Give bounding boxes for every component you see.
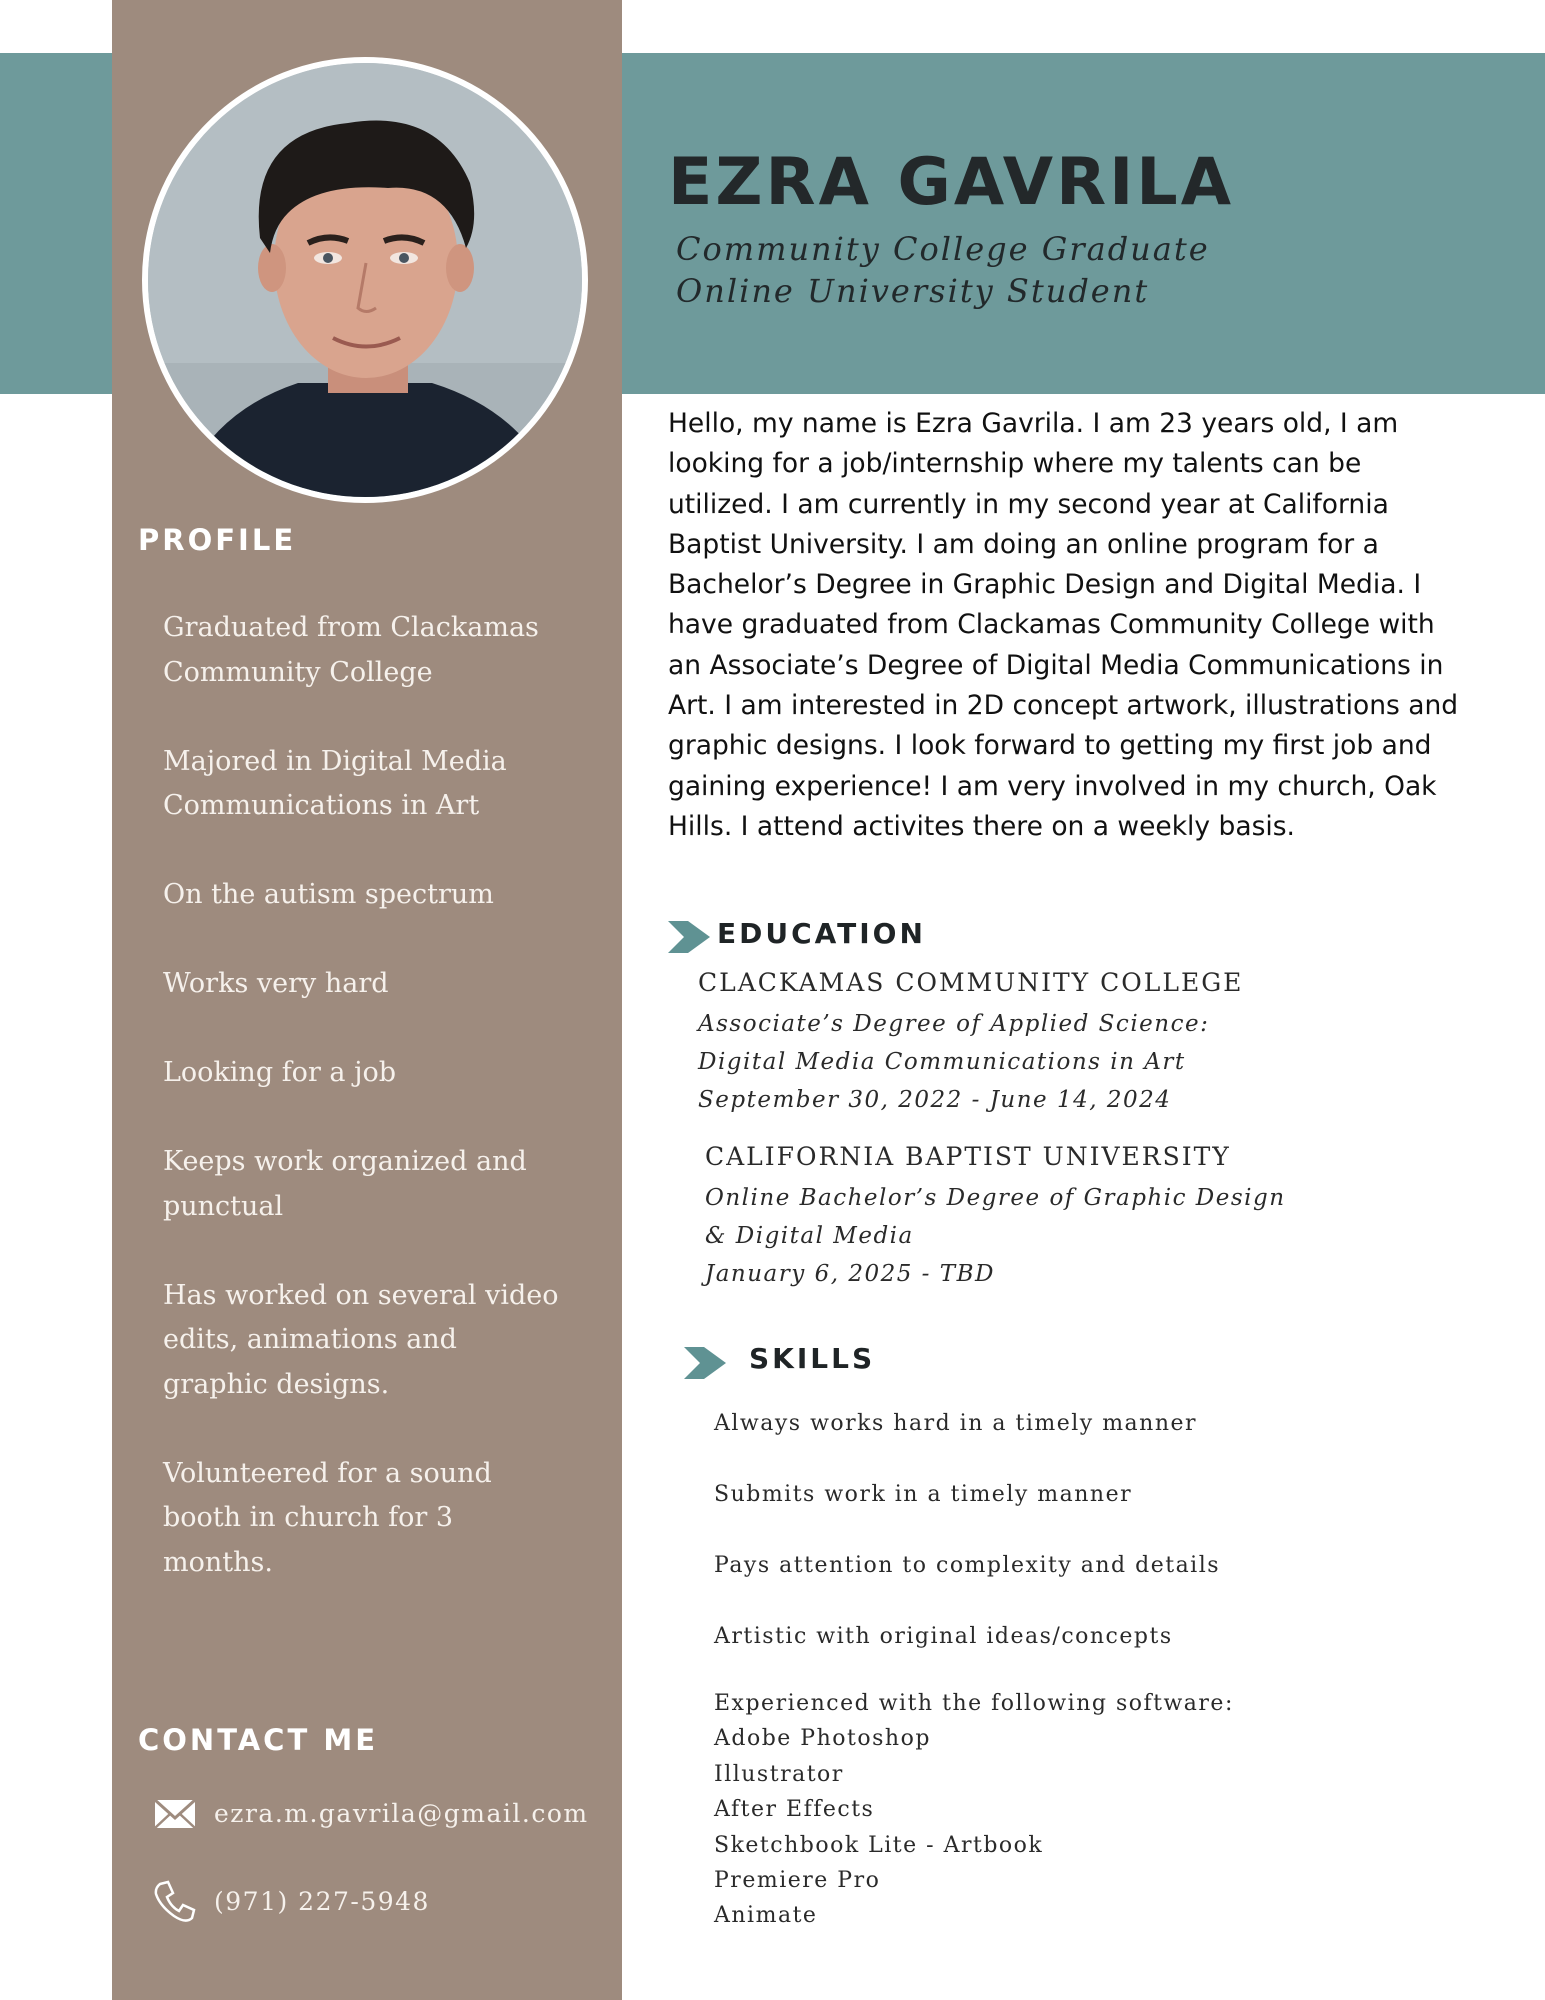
software-item: Adobe Photoshop [714, 1726, 931, 1752]
software-item: Premiere Pro [714, 1868, 881, 1894]
profile-item: Volunteered for a sound booth in church for 3 months. [163, 1457, 492, 1578]
profile-item: Looking for a job [163, 1057, 397, 1088]
skills-arrow-icon [684, 1347, 726, 1379]
school-detail: Associate’s Degree of Applied Science: [698, 1011, 1210, 1037]
contact-phone[interactable] [152, 1878, 430, 1924]
profile-item: Works very hard [163, 968, 389, 999]
phone-text: (971) 227-5948 [214, 1886, 430, 1916]
profile-list [163, 606, 563, 1630]
school-detail: & Digital Media [705, 1223, 914, 1249]
phone-icon [152, 1878, 198, 1924]
software-intro: Experienced with the following software: [714, 1691, 1234, 1716]
profile-item: Majored in Digital Media Communications in Art [163, 745, 507, 821]
education-entry [705, 1142, 1286, 1293]
software-item: Sketchbook Lite - Artbook [714, 1832, 1044, 1858]
subtitle-line: Online University Student [676, 272, 1150, 310]
software-item: Animate [714, 1903, 818, 1929]
skill-item: Pays attention to complexity and details [714, 1553, 1221, 1578]
profile-item: On the autism spectrum [163, 879, 494, 910]
profile-item: Has worked on several video edits, animations and graphic designs. [163, 1279, 559, 1400]
school-detail: September 30, 2022 - June 14, 2024 [698, 1087, 1172, 1113]
skill-item: Always works hard in a timely manner [714, 1411, 1198, 1436]
envelope-icon [152, 1790, 198, 1836]
profile-item: Keeps work organized and punctual [163, 1146, 527, 1222]
skill-item: Submits work in a timely manner [714, 1482, 1133, 1507]
profile-heading: PROFILE [138, 523, 297, 557]
software-list [714, 1721, 1234, 1933]
skills-heading: SKILLS [749, 1342, 876, 1375]
software-item: After Effects [714, 1797, 875, 1823]
education-arrow-icon [668, 921, 710, 953]
contact-email[interactable] [152, 1790, 589, 1836]
skill-item: Artistic with original ideas/concepts [714, 1624, 1173, 1649]
software-block [714, 1686, 1234, 1934]
contact-heading: CONTACT ME [138, 1723, 379, 1757]
school-name: CALIFORNIA BAPTIST UNIVERSITY [705, 1142, 1231, 1171]
software-item: Illustrator [714, 1761, 844, 1787]
profile-photo [142, 57, 588, 503]
school-detail: January 6, 2025 - TBD [705, 1261, 995, 1287]
name-title: EZRA GAVRILA [668, 145, 1235, 220]
intro-paragraph: Hello, my name is Ezra Gavrila. I am 23 years old, I am looking for a job/internship where my talents can be utilized. I am currently in my second year at California Baptist University. I am doing an online program for a Bachelor’s Degree in Graphic Design and Digital Media. I have graduated from Clackamas Community College with an Associate’s Degree of Digital Media Communications in Art. I am interested in 2D concept artwork, illustrations and graphic designs. I look forward to getting my first job and gaining experience! I am very involved in my church, Oak Hills. I attend activites there on a weekly basis. [668, 408, 1459, 842]
school-detail: Online Bachelor’s Degree of Graphic Design [705, 1185, 1286, 1211]
email-text: ezra.m.gavrila@gmail.com [214, 1798, 589, 1828]
school-name: CLACKAMAS COMMUNITY COLLEGE [698, 968, 1244, 997]
school-detail: Digital Media Communications in Art [698, 1049, 1186, 1075]
education-heading: EDUCATION [717, 917, 926, 950]
profile-item: Graduated from Clackamas Community College [163, 612, 539, 688]
skills-list [714, 1406, 1414, 1690]
subtitle-line: Community College Graduate [676, 230, 1210, 268]
education-entry [698, 968, 1243, 1119]
